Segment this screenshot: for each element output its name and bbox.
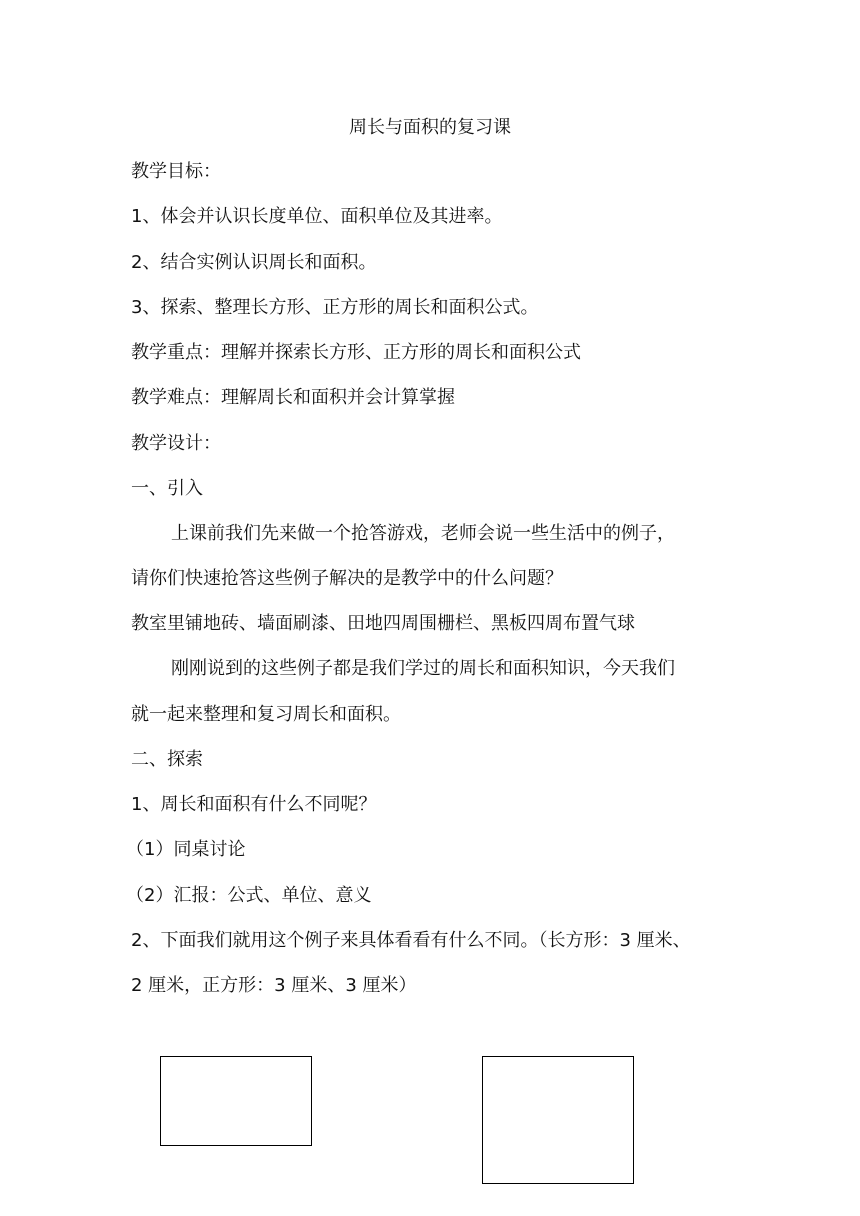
objective-2: 2、结合实例认识周长和面积。: [131, 252, 377, 273]
intro-paragraph-line-2: 请你们快速抢答这些例子解决的是教学中的什么问题？: [131, 568, 563, 589]
question-1: 1、周长和面积有什么不同呢？: [131, 794, 377, 815]
difficult-point: 教学难点：理解周长和面积并会计算掌握: [131, 387, 455, 408]
examples-line: 教室里铺地砖、墙面刷漆、田地四周围栅栏、黑板四周布置气球: [131, 613, 635, 634]
document-title: 周长与面积的复习课: [349, 117, 511, 138]
key-point: 教学重点：理解并探索长方形、正方形的周长和面积公式: [131, 342, 581, 363]
section-explore-heading: 二、探索: [131, 749, 203, 770]
example-line-2: 2 厘米，正方形：3 厘米、3 厘米）: [131, 975, 417, 996]
intro-paragraph-line-1: 上课前我们先来做一个抢答游戏，老师会说一些生活中的例子，: [171, 523, 675, 544]
objective-3: 3、探索、整理长方形、正方形的周长和面积公式。: [131, 297, 539, 318]
summary-paragraph-line-2: 就一起来整理和复习周长和面积。: [131, 704, 401, 725]
objectives-heading: 教学目标：: [131, 161, 221, 182]
square-shape: [482, 1056, 634, 1184]
rectangle-shape: [160, 1056, 312, 1146]
example-line-1: 2、下面我们就用这个例子来具体看看有什么不同。（长方形：3 厘米、: [131, 930, 691, 951]
objective-1: 1、体会并认识长度单位、面积单位及其进率。: [131, 206, 503, 227]
summary-paragraph-line-1: 刚刚说到的这些例子都是我们学过的周长和面积知识，今天我们: [171, 658, 675, 679]
step-report: （2）汇报：公式、单位、意义: [126, 885, 372, 906]
design-heading: 教学设计：: [131, 433, 221, 454]
section-intro-heading: 一、引入: [131, 478, 203, 499]
step-discuss: （1）同桌讨论: [126, 839, 246, 860]
